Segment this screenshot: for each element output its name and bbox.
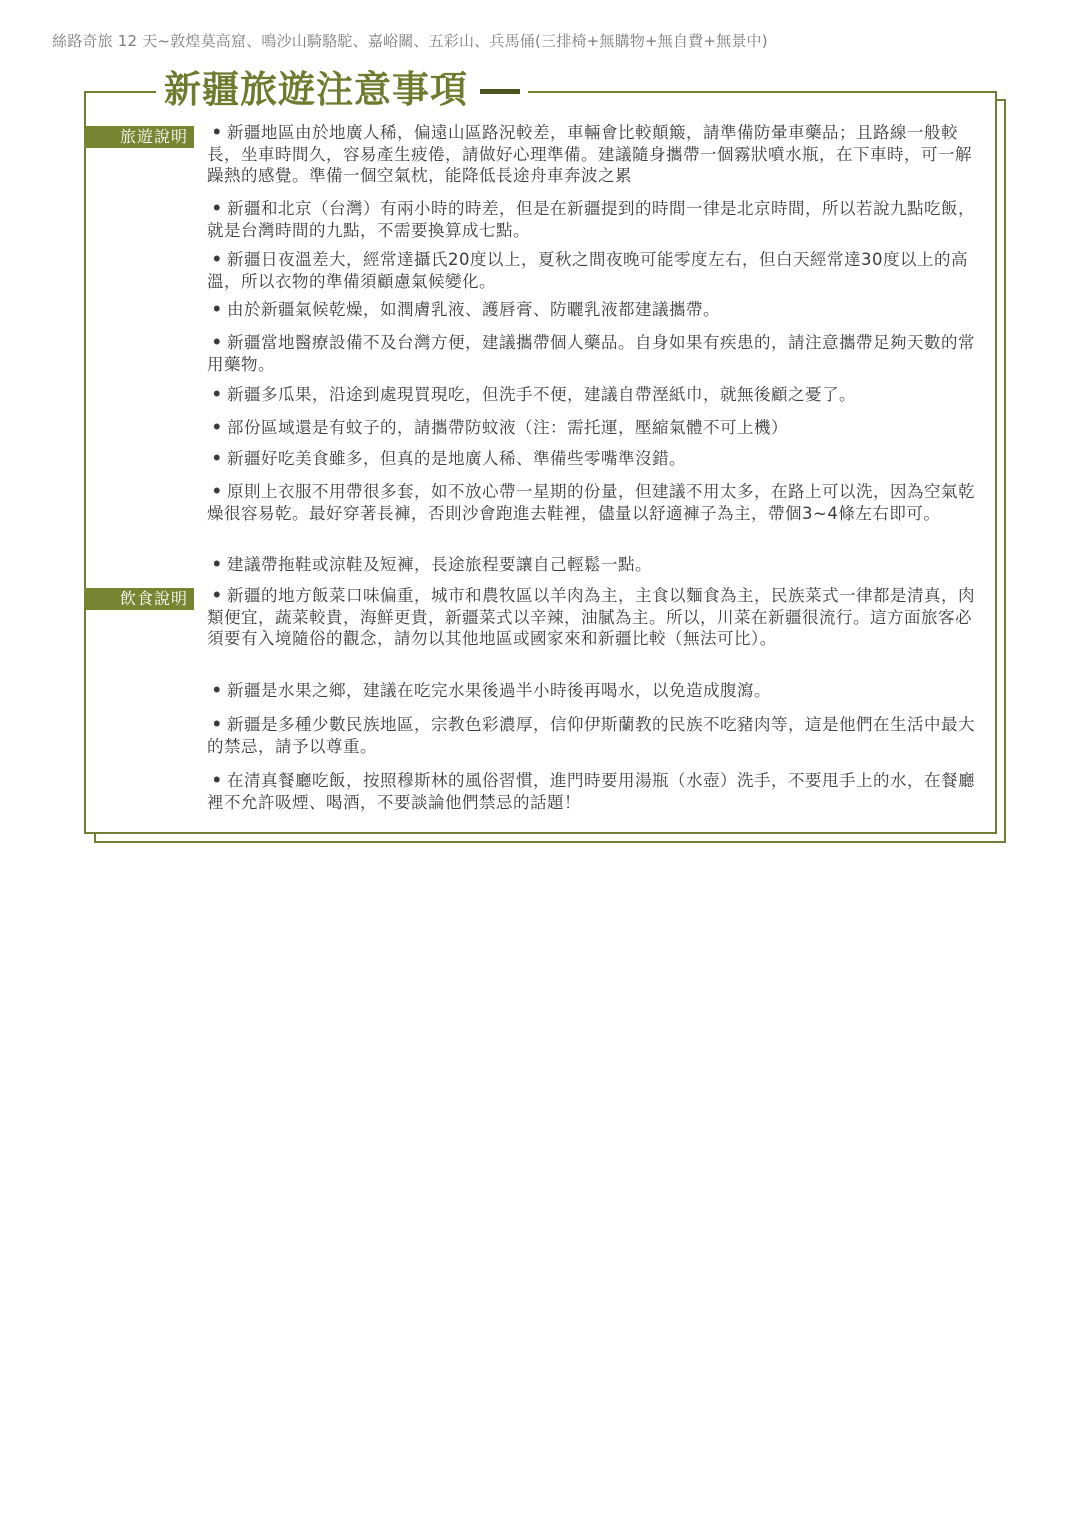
list-item-text: 新疆當地醫療設備不及台灣方便，建議攜帶個人藥品。自身如果有疾患的，請注意攜帶足夠天數的常用藥物。 [207, 333, 975, 374]
list-item [207, 585, 975, 650]
bullet-icon: • [211, 586, 223, 605]
list-item-text: 新疆的地方飯菜口味偏重，城市和農牧區以羊肉為主，主食以麵食為主，民族菜式一律都是清真，肉類便宜，蔬菜較貴，海鮮更貴，新疆菜式以辛辣，油膩為主。所以，川菜在新疆很流行。這方面旅客必須要有入境隨俗的觀念，請勿以其他地區或國家來和新疆比較（無法可比）。 [207, 586, 975, 648]
bullet-icon: • [211, 681, 223, 700]
bullet-icon: • [211, 333, 223, 352]
bullet-icon: • [211, 715, 223, 734]
list-item [207, 299, 975, 321]
bullet-icon: • [211, 482, 223, 501]
list-item-text: 原則上衣服不用帶很多套，如不放心帶一星期的份量，但建議不用太多，在路上可以洗，因為空氣乾燥很容易乾。最好穿著長褲，否則沙會跑進去鞋裡，儘量以舒適褲子為主，帶個3~4條左右即可。 [207, 482, 975, 523]
list-item-text: 新疆是多種少數民族地區，宗教色彩濃厚，信仰伊斯蘭教的民族不吃豬肉等，這是他們在生活中最大的禁忌，請予以尊重。 [207, 715, 975, 756]
list-item-text: 新疆和北京（台灣）有兩小時的時差，但是在新疆提到的時間一律是北京時間，所以若說九點吃飯，就是台灣時間的九點，不需要換算成七點。 [207, 199, 975, 240]
list-item [207, 384, 975, 406]
list-item-text: 新疆日夜溫差大，經常達攝氏20度以上，夏秋之間夜晚可能零度左右，但白天經常達30度以上的高溫，所以衣物的準備須顧慮氣候變化。 [207, 250, 968, 291]
list-item [207, 481, 975, 524]
bullet-icon: • [211, 449, 223, 468]
list-item [207, 680, 975, 702]
list-item-text: 由於新疆氣候乾燥，如潤膚乳液、護唇膏、防曬乳液都建議攜帶。 [227, 300, 720, 319]
list-item [207, 770, 975, 813]
list-item [207, 332, 975, 375]
list-item [207, 554, 975, 576]
list-item [207, 122, 975, 187]
list-item [207, 448, 975, 470]
list-item-text: 新疆地區由於地廣人稀，偏遠山區路況較差，車輛會比較顛簸，請準備防暈車藥品；且路線一般較長，坐車時間久，容易產生疲倦，請做好心理準備。建議隨身攜帶一個霧狀噴水瓶，在下車時，可一解躁熱的感覺。準備一個空氣枕，能降低長途舟車奔波之累 [207, 123, 972, 185]
panel-title: 新疆旅遊注意事項 [164, 68, 468, 111]
list-item-text: 新疆多瓜果，沿途到處現買現吃，但洗手不便，建議自帶溼紙巾，就無後顧之憂了。 [227, 385, 856, 404]
bullet-icon: • [211, 250, 223, 269]
list-item-text: 建議帶拖鞋或涼鞋及短褲，長途旅程要讓自己輕鬆一點。 [227, 555, 652, 574]
list-item [207, 198, 975, 241]
bullet-icon: • [211, 418, 223, 437]
bullet-icon: • [211, 385, 223, 404]
list-item-text: 新疆好吃美食雖多，但真的是地廣人稀、準備些零嘴準沒錯。 [227, 449, 686, 468]
list-item-text: 新疆是水果之鄉，建議在吃完水果後過半小時後再喝水，以免造成腹瀉。 [227, 681, 771, 700]
bullet-icon: • [211, 199, 223, 218]
list-item-text: 在清真餐廳吃飯，按照穆斯林的風俗習慣，進門時要用湯瓶（水壺）洗手，不要甩手上的水，在餐廳裡不允許吸煙、喝酒，不要談論他們禁忌的話題！ [207, 771, 975, 812]
panel-title-group [156, 62, 528, 110]
bullet-icon: • [211, 300, 223, 319]
title-decoration-bar [480, 89, 520, 94]
bullet-icon: • [211, 771, 223, 790]
list-item [207, 714, 975, 757]
section-label-food: 飲食說明 [84, 588, 194, 610]
document-header: 絲路奇旅 12 天~敦煌莫高窟、鳴沙山騎駱駝、嘉峪關、五彩山、兵馬俑(三排椅+無購物+無自費+無景中) [52, 32, 768, 50]
bullet-icon: • [211, 123, 223, 142]
list-item [207, 249, 975, 292]
list-item-text: 部份區域還是有蚊子的，請攜帶防蚊液（注：需托運，壓縮氣體不可上機） [227, 418, 788, 437]
list-item [207, 417, 975, 439]
bullet-icon: • [211, 555, 223, 574]
section-label-travel: 旅遊說明 [84, 126, 194, 148]
